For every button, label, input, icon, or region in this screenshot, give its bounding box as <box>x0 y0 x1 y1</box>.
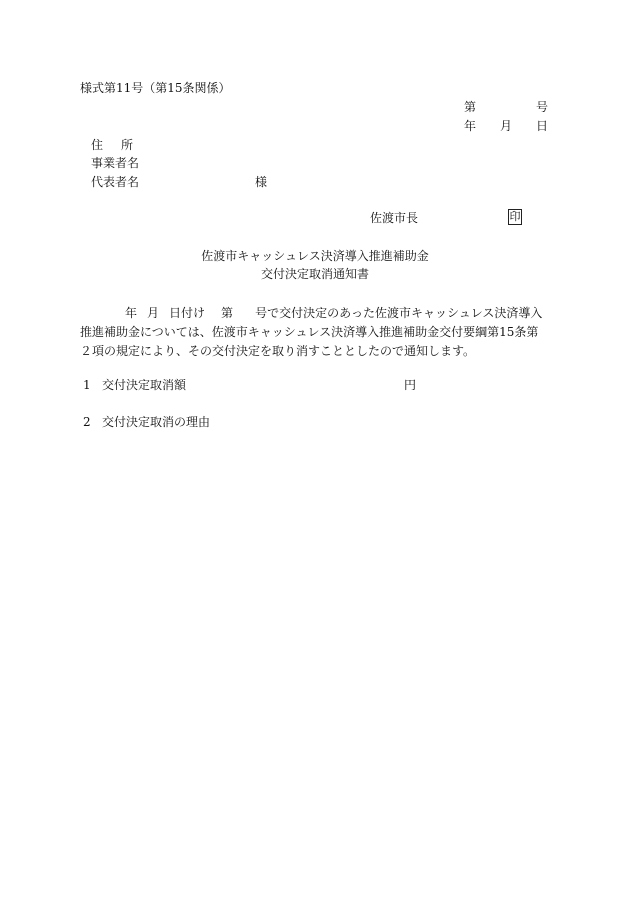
body-number-prefix: 第 <box>221 306 234 320</box>
document-title-line2: 交付決定取消通知書 <box>260 267 369 281</box>
document-number-prefix: 第 <box>464 100 477 114</box>
body-day: 日付け <box>169 306 206 320</box>
representative-label: 代表者名 <box>91 175 140 189</box>
date-day-label: 日 <box>536 119 549 133</box>
address-label: 住所 <box>91 138 152 152</box>
honorific: 様 <box>255 175 268 189</box>
business-name-label: 事業者名 <box>91 156 140 170</box>
body-year: 年 <box>125 306 138 320</box>
notice-body <box>80 304 550 361</box>
item-1-label: 交付決定取消額 <box>102 378 187 392</box>
date-year-label: 年 <box>464 119 477 133</box>
issuer-title: 佐渡市長 <box>370 211 419 225</box>
date-month-label: 月 <box>500 119 513 133</box>
body-text: 号で交付決定のあった佐渡市キャッシュレス決済導入推進補助金については、佐渡市キャッシュレス決済導入推進補助金交付要綱第15条第２項の規定により、その交付決定を取り消すこととしたので通知します。 <box>80 306 543 358</box>
seal-mark: 印 <box>509 210 521 223</box>
item-1-unit: 円 <box>404 378 417 392</box>
body-month: 月 <box>147 306 160 320</box>
item-2-number: 2 <box>83 415 91 429</box>
form-number-label: 様式第11号（第15条関係） <box>80 81 231 95</box>
document-title-line1: 佐渡市キャッシュレス決済導入推進補助金 <box>201 249 429 263</box>
item-1-number: 1 <box>83 378 91 392</box>
document-number-suffix: 号 <box>536 100 549 114</box>
item-2-label: 交付決定取消の理由 <box>102 415 211 429</box>
notice-paragraph <box>80 304 550 361</box>
